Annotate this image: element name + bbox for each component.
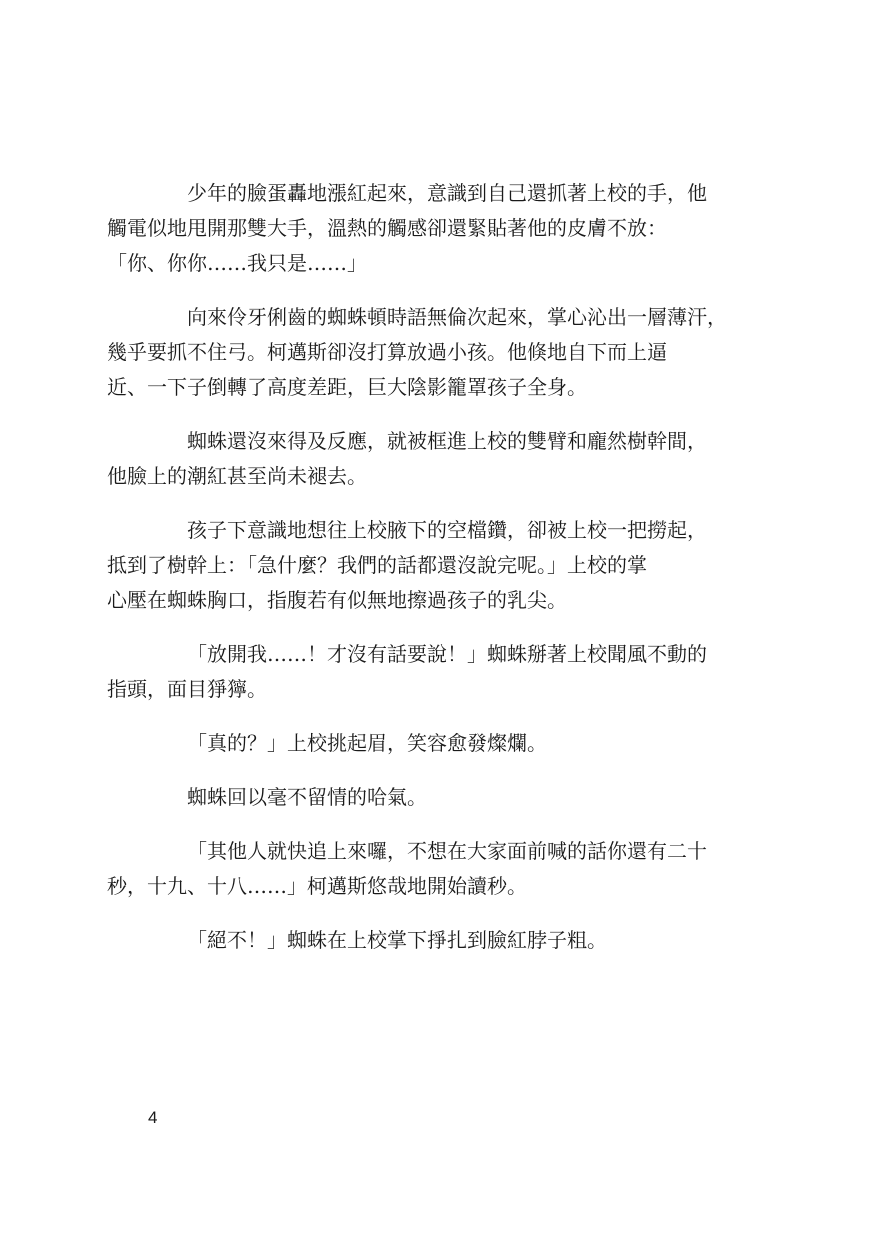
text-line: 秒，十九、十八……」柯邁斯悠哉地開始讀秒。 — [107, 874, 527, 898]
text-line: 觸電似地甩開那雙大手，溫熱的觸感卻還緊貼著他的皮膚不放： — [107, 216, 667, 240]
text-line: 蜘蛛回以毫不留情的哈氣。 — [187, 785, 427, 809]
paragraph — [107, 513, 727, 618]
paragraph — [107, 424, 727, 494]
paragraph — [147, 780, 727, 815]
text-line: 他臉上的潮紅甚至尚未褪去。 — [107, 464, 367, 488]
paragraph — [107, 637, 727, 707]
text-line: 向來伶牙俐齒的蜘蛛頓時語無倫次起來，掌心沁出一層薄汗， — [187, 305, 727, 329]
paragraph — [107, 300, 727, 405]
text-line: 少年的臉蛋轟地漲紅起來，意識到自己還抓著上校的手，他 — [187, 181, 707, 205]
paragraph — [107, 834, 727, 904]
text-line: 抵到了樹幹上：「急什麼？我們的話都還沒說完呢。」上校的掌 — [107, 553, 647, 577]
text-line: 指頭，面目猙獰。 — [107, 677, 267, 701]
text-line: 「絕不！」蜘蛛在上校掌下掙扎到臉紅脖子粗。 — [187, 928, 607, 952]
text-line: 蜘蛛還沒來得及反應，就被框進上校的雙臂和龐然樹幹間， — [187, 429, 707, 453]
text-line: 近、一下子倒轉了高度差距，巨大陰影籠罩孩子全身。 — [107, 375, 587, 399]
body-text — [107, 176, 727, 977]
text-line: 孩子下意識地想往上校腋下的空檔鑽，卻被上校一把撈起， — [187, 518, 707, 542]
text-line: 「你、你你……我只是……」 — [107, 251, 367, 275]
text-line: 心壓在蜘蛛胸口，指腹若有似無地擦過孩子的乳尖。 — [107, 588, 567, 612]
page-number: 4 — [148, 1108, 158, 1127]
text-line: 「真的？」上校挑起眉，笑容愈發燦爛。 — [187, 731, 547, 755]
text-line: 「放開我……！才沒有話要說！」蜘蛛掰著上校聞風不動的 — [187, 642, 707, 666]
text-line: 「其他人就快追上來囉，不想在大家面前喊的話你還有二十 — [187, 839, 707, 863]
paragraph — [147, 726, 727, 761]
paragraph — [107, 176, 727, 281]
paragraph — [147, 923, 727, 958]
text-line: 幾乎要抓不住弓。柯邁斯卻沒打算放過小孩。他倏地自下而上逼 — [107, 340, 667, 364]
